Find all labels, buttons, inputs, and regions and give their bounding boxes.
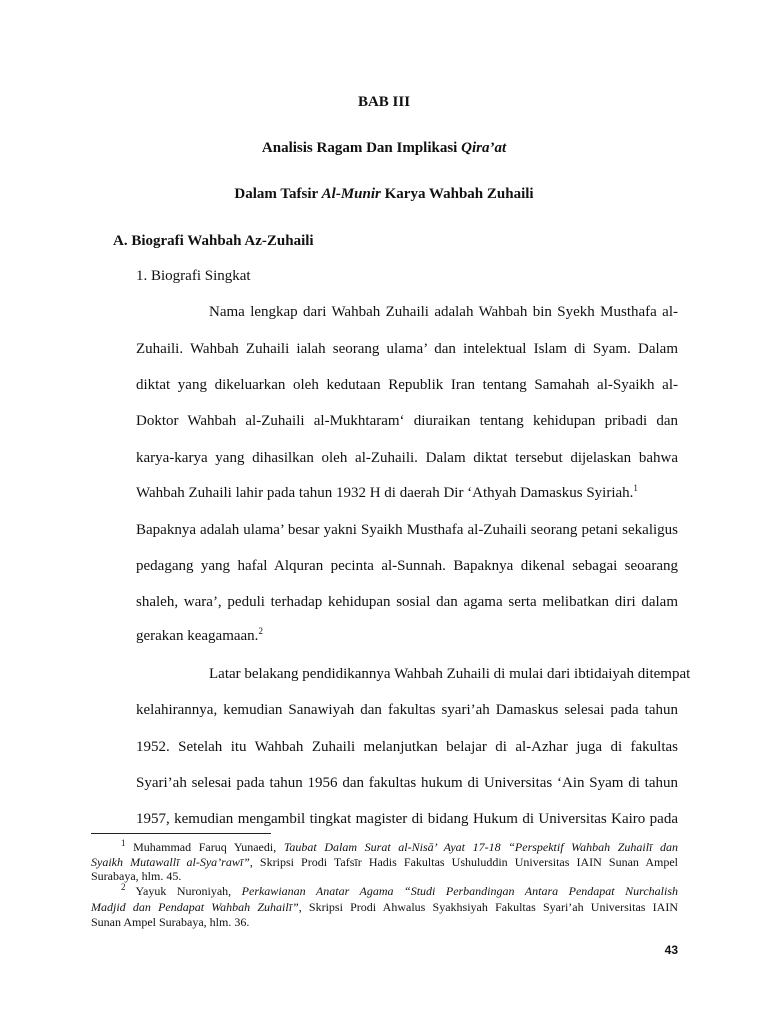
chapter-subtitle-pre: Dalam Tafsir [234,186,322,202]
footnote-ref: 2 [258,626,263,636]
chapter-subtitle-italic: Al-Munir [321,186,381,202]
footnote-title: Madjid dan Pendapat Wahbah Zuhailī” [91,900,299,914]
subsection-heading: 1. Biografi Singkat [136,268,251,284]
chapter-subtitle-post: Karya Wahbah Zuhaili [380,186,534,202]
body-line [136,628,678,645]
chapter-title-text: Analisis Ragam Dan Implikasi [261,140,462,156]
footnote-separator [91,833,271,834]
footnote-ref: 1 [633,483,638,493]
footnote-text: Yayuk Nuroniyah, [125,884,242,898]
body-line: Nama lengkap dari Wahbah Zuhaili adalah Wahbah bin Syekh Musthafa al- [209,304,678,320]
footnote-number: 1 [121,838,126,848]
body-line: karya-karya yang dihasilkan oleh al-Zuhaili. Dalam diktat tersebut dijelaskan bahwa [136,450,678,466]
chapter-title-italic: Qira’at [461,140,507,156]
footnote-title: Perkawianan Anatar Agama “Studi Perbandingan Antara Pendapat Nurchalish [241,884,679,898]
footnote-2-cont [91,900,678,914]
body-line: 1957, kemudian mengambil tingkat magister di bidang Hukum di Universitas Kairo pada [136,811,678,827]
body-line: Doktor Wahbah al-Zuhaili al-Mukhtaram‘ diuraikan tentang kehidupan pribadi dan [136,413,678,429]
body-line: diktat yang dikeluarkan oleh kedutaan Republik Iran tentang Samahah al-Syaikh al- [136,377,678,393]
body-line: shaleh, wara’, peduli terhadap kehidupan sosial dan agama serta melibatkan diri dalam [136,594,678,610]
footnote-text: Muhammad Faruq Yunaedi, [125,840,284,854]
body-line [136,485,678,502]
body-line: pedagang yang hafal Alquran pecinta al-Sunnah. Bapaknya dikenal sebagai seoarang [136,558,678,574]
body-line: Bapaknya adalah ulama’ besar yakni Syaikh Musthafa al-Zuhaili seorang petani sekaligus [136,522,678,538]
page-number: 43 [664,943,678,957]
footnote-text: , Skripsi Prodi Tafsīr Hadis Fakultas Ushuluddin Universitas IAIN Sunan Ampel [249,855,678,869]
chapter-subtitle [0,186,768,203]
footnote-1 [121,840,678,854]
footnote-title: Syaikh Mutawallī al-Sya’rawī” [91,855,250,869]
body-line: Zuhaili. Wahbah Zuhaili ialah seorang ulama’ dan intelektual Islam di Syam. Dalam [136,341,678,357]
body-line-text: gerakan keagamaan. [136,628,259,644]
body-line: Syari’ah selesai pada tahun 1956 dan fakultas hukum di Universitas ‘Ain Syam di tahun [136,775,678,791]
chapter-title [0,140,768,157]
body-line: 1952. Setelah itu Wahbah Zuhaili melanjutkan belajar di al-Azhar juga di fakultas [136,739,678,755]
footnote-2-end: Sunan Ampel Surabaya, hlm. 36. [91,915,250,929]
footnote-title: Taubat Dalam Surat al-Nisā’ Ayat 17-18 “Perspektif Wahbah Zuhailī dan [283,840,678,854]
section-heading: A. Biografi Wahbah Az-Zuhaili [113,233,314,249]
footnote-text: , Skripsi Prodi Ahwalus Syakhsiyah Fakultas Syari’ah Universitas IAIN [298,900,678,914]
body-line: kelahirannya, kemudian Sanawiyah dan fakultas syari’ah Damaskus selesai pada tahun [136,702,678,718]
footnote-number: 2 [121,882,126,892]
body-line-text: Wahbah Zuhaili lahir pada tahun 1932 H di daerah Dir ‘Athyah Damaskus Syiriah. [136,485,634,501]
footnote-2 [121,884,678,898]
footnote-1-cont [91,855,678,869]
body-line: Latar belakang pendidikannya Wahbah Zuhaili di mulai dari ibtidaiyah ditempat [209,666,691,682]
chapter-heading: BAB III [357,94,411,110]
footnote-1-end: Surabaya, hlm. 45. [91,869,182,883]
